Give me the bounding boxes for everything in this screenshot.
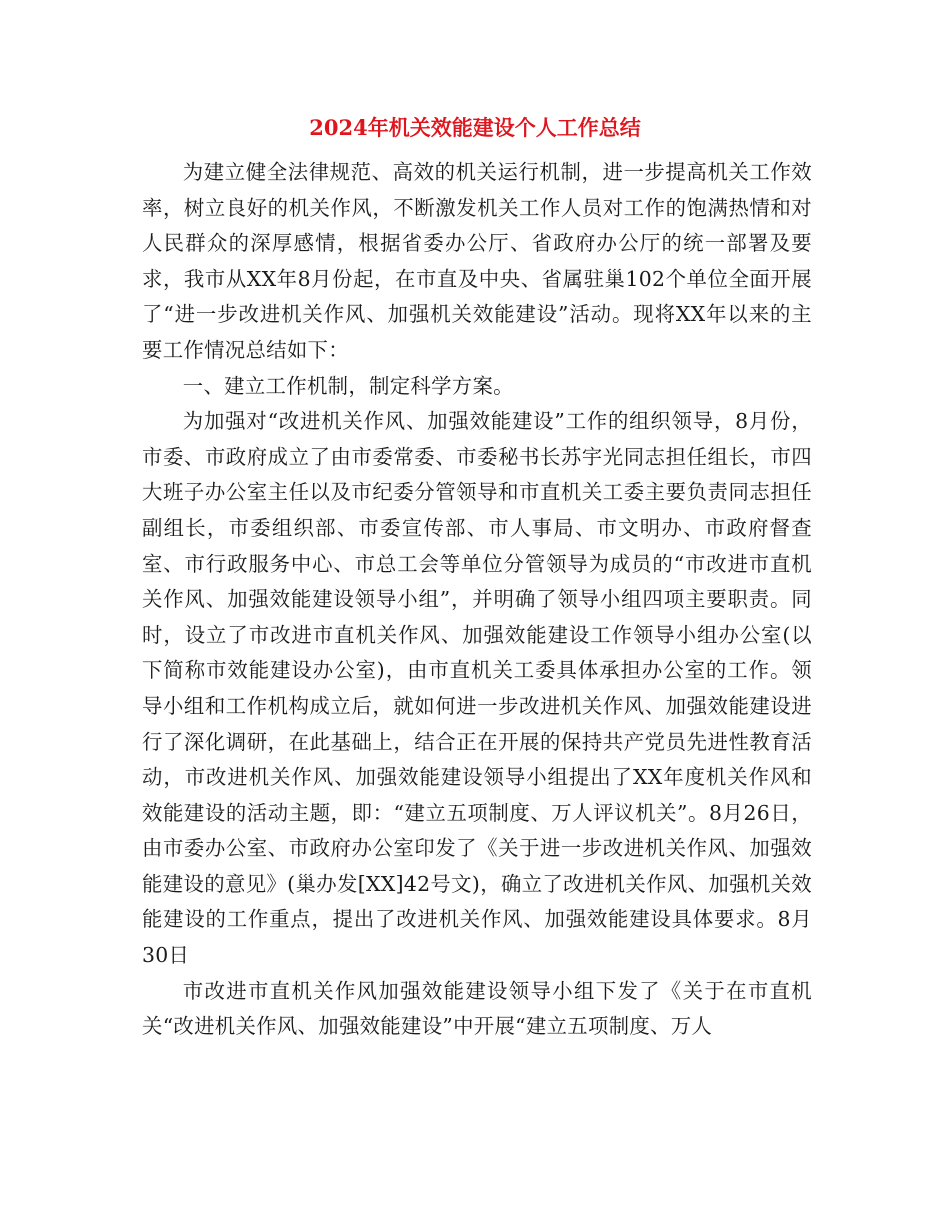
paragraph-mechanism: 为加强对“改进机关作风、加强效能建设”工作的组织领导，8月份，市委、市政府成立了由市委常委、市委秘书长苏宇光同志担任组长，市四大班子办公室主任以及市纪委分管领导和市直机关工委主要负责同志担任副组长，市委组织部、市委宣传部、市人事局、市文明办、市政府督查室、市行政服务中心、市总工会等单位分管领导为成员的“市改进市直机关作风、加强效能建设领导小组”，并明确了领导小组四项主要职责。同时，设立了市改进市直机关作风、加强效能建设工作领导小组办公室(以下简称市效能建设办公室)，由市直机关工委具体承担办公室的工作。领导小组和工作机构成立后，就如何进一步改进机关作风、加强效能建设进行了深化调研，在此基础上，结合正在开展的保持共产党员先进性教育活动，市改进机关作风、加强效能建设领导小组提出了XX年度机关作风和效能建设的活动主题，即：“建立五项制度、万人评议机关”。8月26日，由市委办公室、市政府办公室印发了《关于进一步改进机关作风、加强效能建设的意见》(巢办发[XX]42号文)，确立了改进机关作风、加强机关效能建设的工作重点，提出了改进机关作风、加强效能建设具体要求。8月30日 <box>142 409 812 968</box>
document-title: 2024年机关效能建设个人工作总结 <box>309 115 641 140</box>
paragraph-continuation: 市改进市直机关作风加强效能建设领导小组下发了《关于在市直机关“改进机关作风、加强效能建设”中开展“建立五项制度、万人 <box>142 978 812 1039</box>
document-body <box>142 155 812 1045</box>
paragraph-intro: 为建立健全法律规范、高效的机关运行机制，进一步提高机关工作效率，树立良好的机关作风，不断激发机关工作人员对工作的饱满热情和对人民群众的深厚感情，根据省委办公厅、省政府办公厅的统一部署及要求，我市从XX年8月份起，在市直及中央、省属驻巢102个单位全面开展了“进一步改进机关作风、加强机关效能建设”活动。现将XX年以来的主要工作情况总结如下： <box>142 160 812 362</box>
section-heading-1: 一、建立工作机制，制定科学方案。 <box>182 373 514 398</box>
